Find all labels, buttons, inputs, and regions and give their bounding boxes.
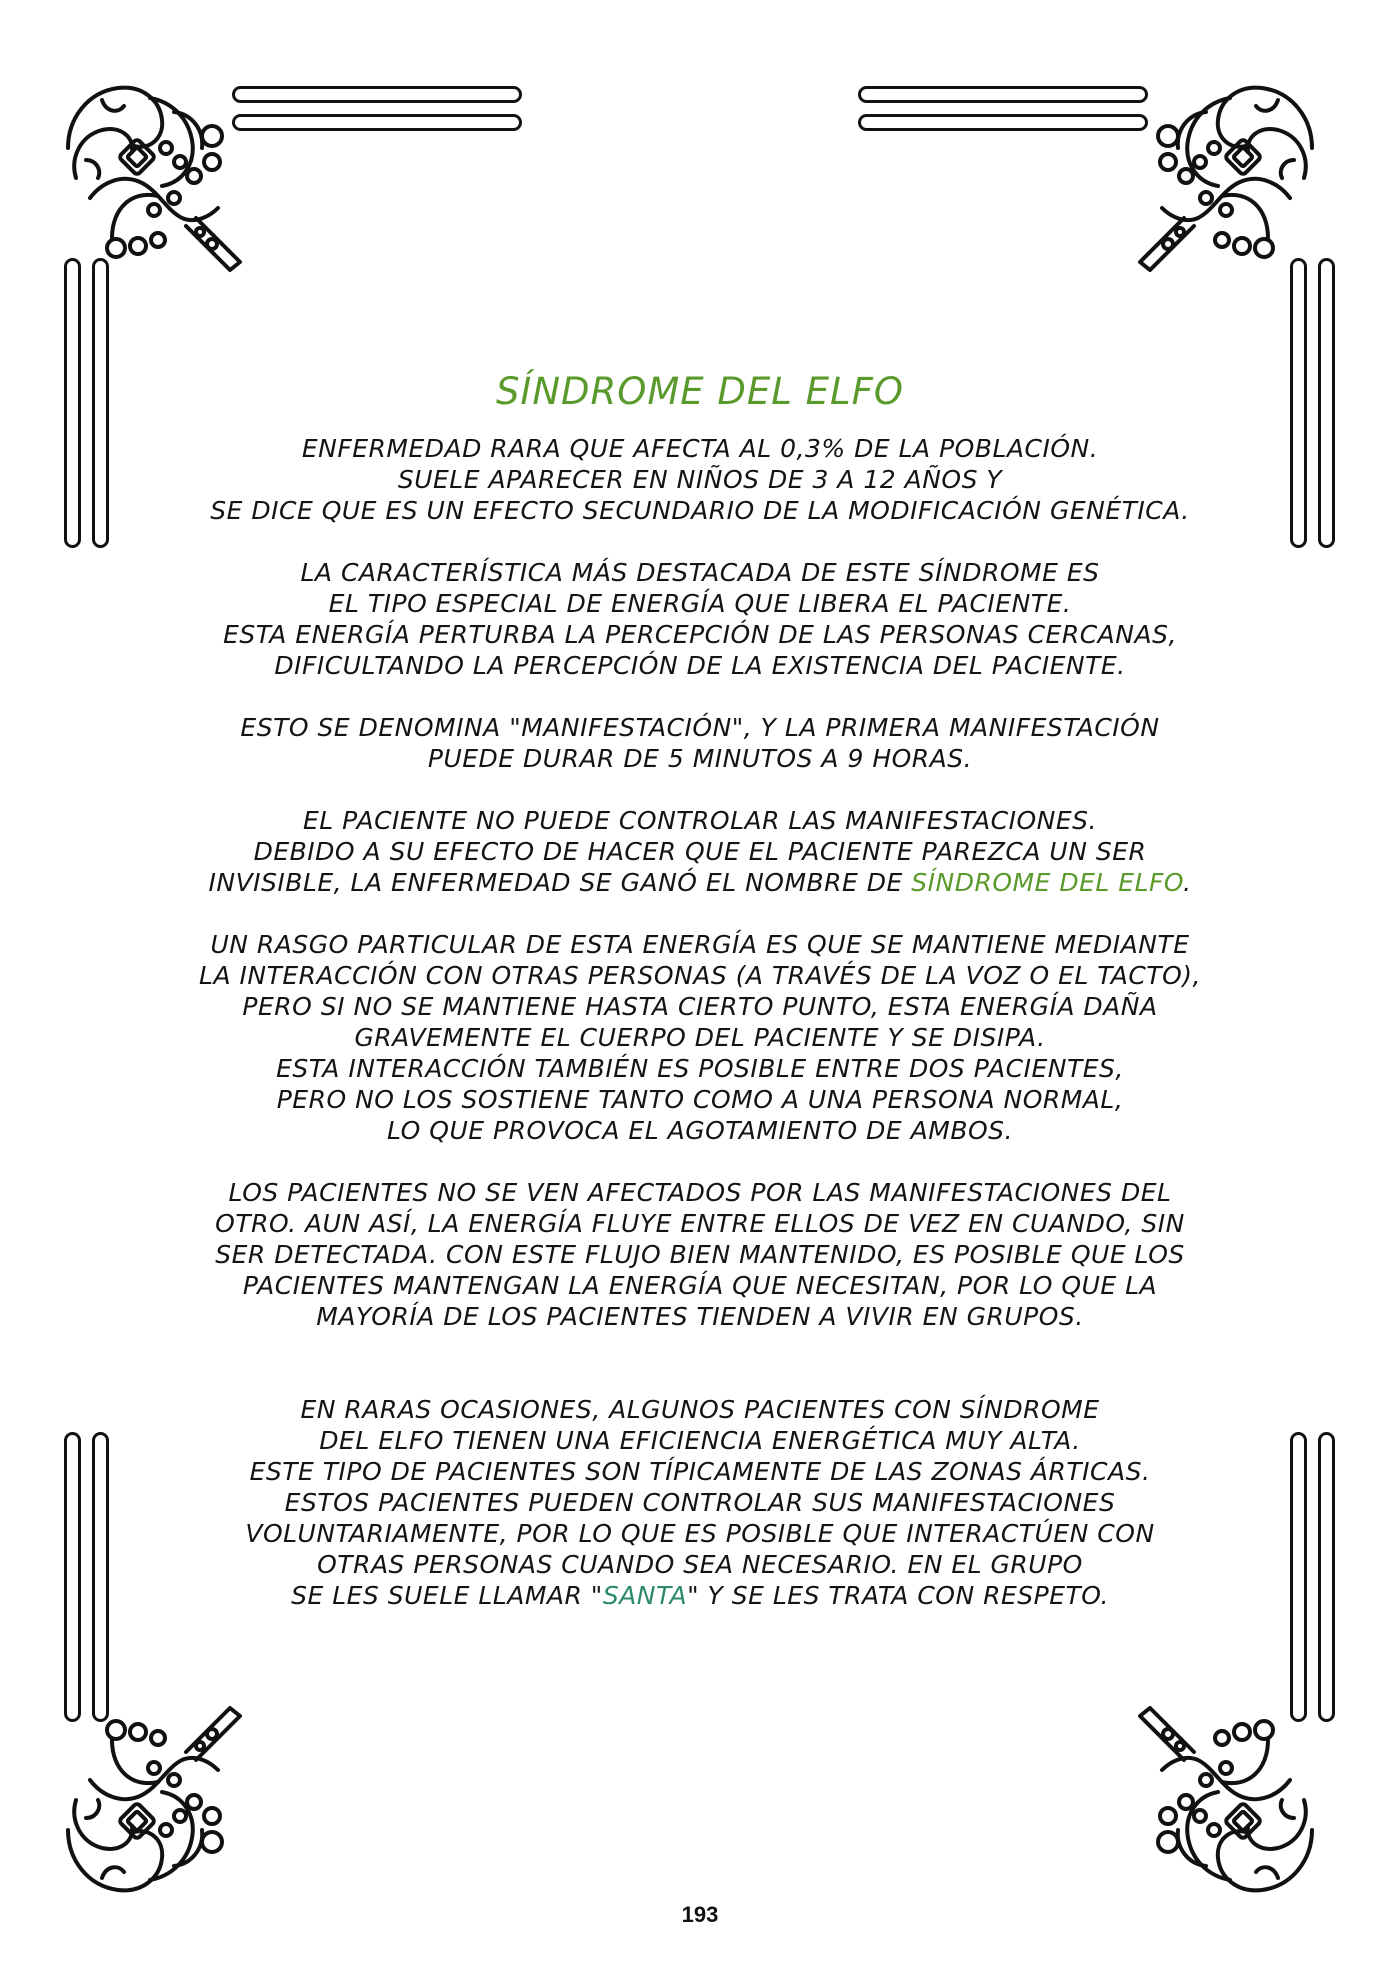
text-line: GRAVEMENTE EL CUERPO DEL PACIENTE Y SE DISIPA. (354, 1023, 1046, 1052)
text-line: OTRAS PERSONAS CUANDO SEA NECESARIO. EN EL GRUPO (317, 1550, 1083, 1579)
page-number: 193 (681, 1902, 719, 1927)
document-body (140, 368, 1260, 1611)
frame-bar-right-lower-outer (1318, 1432, 1335, 1722)
ornament-corner-top-left (62, 78, 262, 278)
frame-bar-right-upper-inner (1290, 258, 1307, 548)
text-line: DEL ELFO TIENEN UNA EFICIENCIA ENERGÉTICA MUY ALTA. (319, 1426, 1081, 1455)
frame-bar-left-lower-outer (64, 1432, 81, 1722)
frame-bar-right-upper-outer (1318, 258, 1335, 548)
text-line: LOS PACIENTES NO SE VEN AFECTADOS POR LAS MANIFESTACIONES DEL (228, 1178, 1172, 1207)
text-fragment: " Y SE LES TRATA CON RESPETO. (687, 1581, 1109, 1610)
text-line: VOLUNTARIAMENTE, POR LO QUE ES POSIBLE QUE INTERACTÚEN CON (245, 1519, 1155, 1548)
text-line: SUELE APARECER EN NIÑOS DE 3 A 12 AÑOS Y (397, 465, 1003, 494)
frame-bar-top-left-outer (232, 86, 522, 103)
text-line: ESTA ENERGÍA PERTURBA LA PERCEPCIÓN DE LAS PERSONAS CERCANAS, (223, 620, 1177, 649)
paragraph-3 (140, 712, 1260, 774)
paragraph-2 (140, 557, 1260, 681)
text-line: PACIENTES MANTENGAN LA ENERGÍA QUE NECESITAN, POR LO QUE LA (242, 1271, 1158, 1300)
frame-bar-top-right-inner (858, 114, 1148, 131)
paragraph-1 (140, 433, 1260, 526)
text-line: SE DICE QUE ES UN EFECTO SECUNDARIO DE LA MODIFICACIÓN GENÉTICA. (210, 496, 1190, 525)
text-line: UN RASGO PARTICULAR DE ESTA ENERGÍA ES QUE SE MANTIENE MEDIANTE (210, 930, 1190, 959)
text-line: DEBIDO A SU EFECTO DE HACER QUE EL PACIENTE PAREZCA UN SER (253, 837, 1147, 866)
text-line: ESTE TIPO DE PACIENTES SON TÍPICAMENTE DE LAS ZONAS ÁRTICAS. (249, 1457, 1151, 1486)
text-fragment: SE LES SUELE LLAMAR " (291, 1581, 603, 1610)
text-line: SER DETECTADA. CON ESTE FLUJO BIEN MANTENIDO, ES POSIBLE QUE LOS (215, 1240, 1185, 1269)
highlight-santa: SANTA (602, 1581, 688, 1610)
frame-bar-left-lower-inner (92, 1432, 109, 1722)
text-line: ESTO SE DENOMINA "MANIFESTACIÓN", Y LA PRIMERA MANIFESTACIÓN (240, 713, 1160, 742)
frame-bar-top-left-inner (232, 114, 522, 131)
text-line: OTRO. AUN ASÍ, LA ENERGÍA FLUYE ENTRE ELLOS DE VEZ EN CUANDO, SIN (215, 1209, 1185, 1238)
text-fragment: . (1183, 868, 1192, 897)
text-line: PERO SI NO SE MANTIENE HASTA CIERTO PUNTO, ESTA ENERGÍA DAÑA (242, 992, 1158, 1021)
text-line: EL PACIENTE NO PUEDE CONTROLAR LAS MANIFESTACIONES. (303, 806, 1097, 835)
paragraph-5 (140, 929, 1260, 1146)
text-fragment: INVISIBLE, LA ENFERMEDAD SE GANÓ EL NOMBRE DE (208, 868, 912, 897)
text-line: ESTA INTERACCIÓN TAMBIÉN ES POSIBLE ENTRE DOS PACIENTES, (276, 1054, 1124, 1083)
text-line: LA INTERACCIÓN CON OTRAS PERSONAS (A TRAVÉS DE LA VOZ O EL TACTO), (199, 961, 1201, 990)
text-line-with-highlight (140, 1580, 1260, 1611)
frame-bar-left-upper-inner (92, 258, 109, 548)
page-title: SÍNDROME DEL ELFO (495, 370, 905, 413)
text-line: EN RARAS OCASIONES, ALGUNOS PACIENTES CON SÍNDROME (300, 1395, 1100, 1424)
paragraph-4 (140, 805, 1260, 898)
text-line: EL TIPO ESPECIAL DE ENERGÍA QUE LIBERA EL PACIENTE. (328, 589, 1072, 618)
ornament-corner-bottom-left (62, 1700, 262, 1900)
highlight-syndrome-name: SÍNDROME DEL ELFO (911, 868, 1184, 897)
text-line: ENFERMEDAD RARA QUE AFECTA AL 0,3% DE LA POBLACIÓN. (301, 434, 1099, 463)
paragraph-6 (140, 1177, 1260, 1332)
ornament-corner-bottom-right (1118, 1700, 1318, 1900)
text-line-with-highlight (140, 867, 1260, 898)
text-line: MAYORÍA DE LOS PACIENTES TIENDEN A VIVIR EN GRUPOS. (316, 1302, 1084, 1331)
paragraph-7 (140, 1394, 1260, 1611)
text-line: DIFICULTANDO LA PERCEPCIÓN DE LA EXISTENCIA DEL PACIENTE. (274, 651, 1126, 680)
text-line: LO QUE PROVOCA EL AGOTAMIENTO DE AMBOS. (387, 1116, 1013, 1145)
text-line: LA CARACTERÍSTICA MÁS DESTACADA DE ESTE SÍNDROME ES (300, 558, 1100, 587)
frame-bar-top-right-outer (858, 86, 1148, 103)
frame-bar-right-lower-inner (1290, 1432, 1307, 1722)
text-line: ESTOS PACIENTES PUEDEN CONTROLAR SUS MANIFESTACIONES (284, 1488, 1116, 1517)
ornament-corner-top-right (1118, 78, 1318, 278)
frame-bar-left-upper-outer (64, 258, 81, 548)
text-line: PERO NO LOS SOSTIENE TANTO COMO A UNA PERSONA NORMAL, (276, 1085, 1124, 1114)
text-line: PUEDE DURAR DE 5 MINUTOS A 9 HORAS. (427, 744, 973, 773)
